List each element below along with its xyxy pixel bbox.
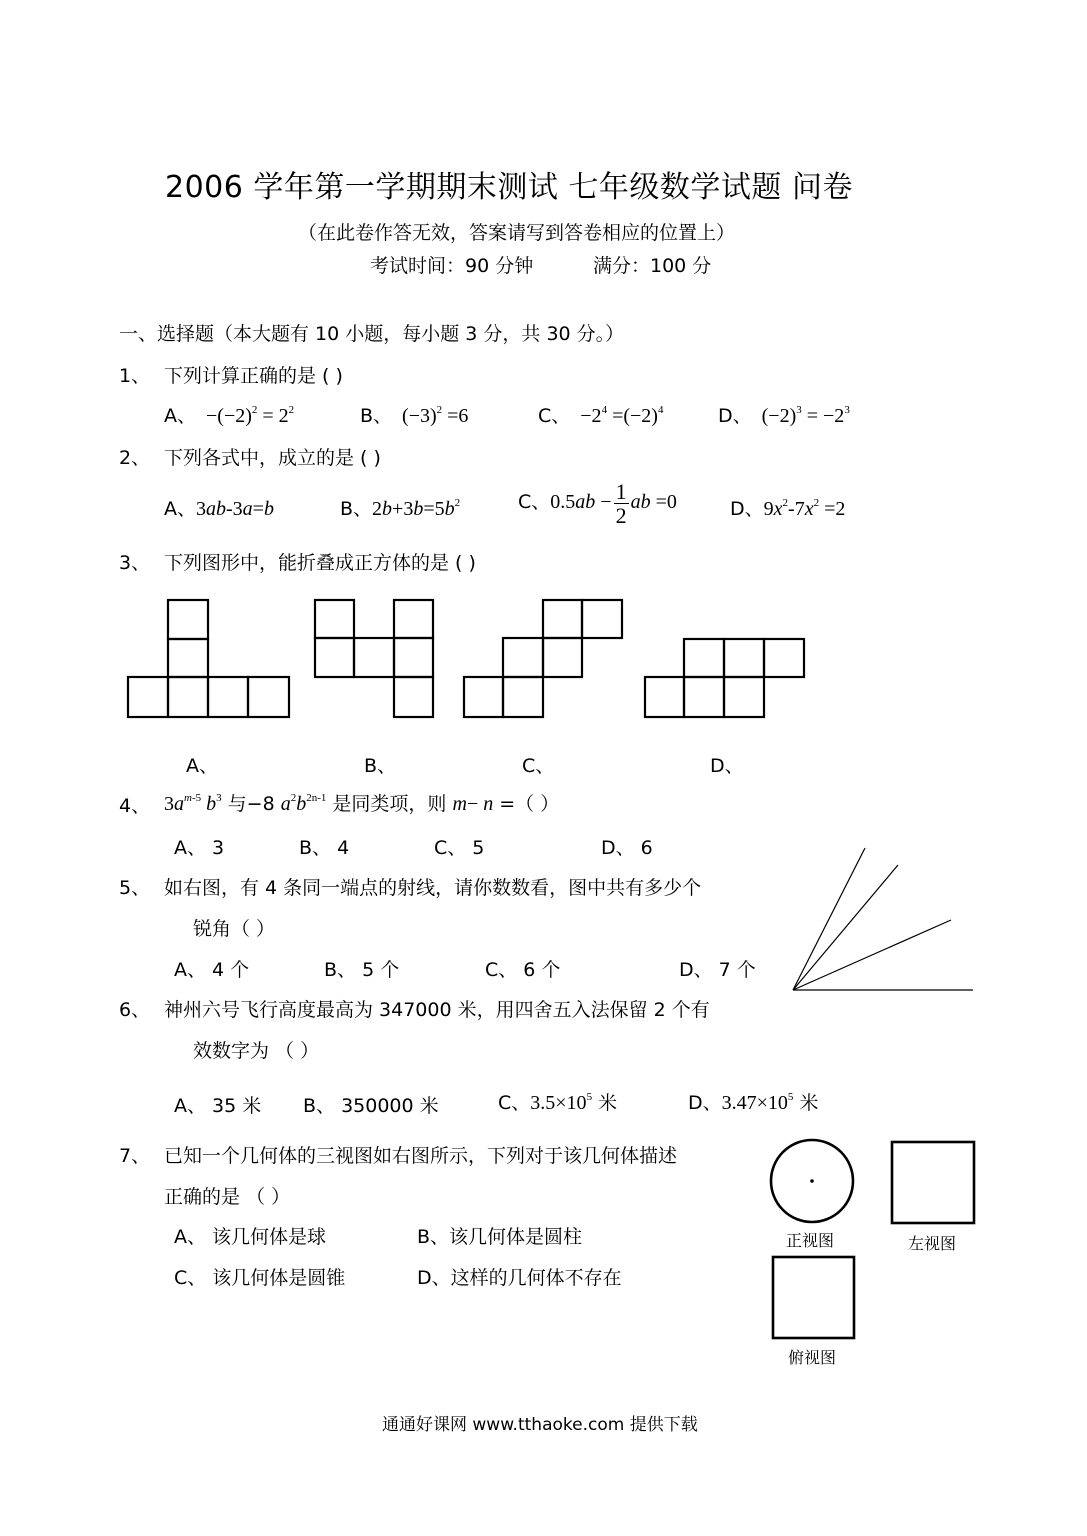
q1-stem: 下列计算正确的是 ( )	[164, 365, 343, 387]
q6-number: 6、	[119, 999, 151, 1021]
q4-option-b: B、 4	[299, 837, 350, 859]
q7-option-b: B、该几何体是圆柱	[417, 1226, 583, 1248]
q7-number: 7、	[119, 1145, 151, 1167]
q6-option-c: C、$3.5\times 10^5$ 米	[498, 1091, 618, 1114]
q7-option-a: A、 该几何体是球	[174, 1226, 327, 1248]
q1-number: 1、	[119, 365, 151, 387]
q7-option-c: C、 该几何体是圆锥	[174, 1267, 346, 1289]
cube-net-b	[315, 600, 433, 717]
exam-time: 考试时间：90 分钟	[370, 255, 534, 277]
section-heading: 一、选择题（本大题有 10 小题，每小题 3 分，共 30 分。）	[119, 323, 625, 345]
q1-option-b: B、 $(-3)^2 =6$	[360, 404, 469, 427]
q2-option-a: A、3ab-3a=b	[164, 498, 274, 520]
q6-stem-cont: 效数字为 （ ）	[193, 1040, 320, 1062]
q2-number: 2、	[119, 447, 151, 469]
q6-option-b: B、 350000 米	[303, 1095, 439, 1117]
q5-stem-cont: 锐角（ ）	[193, 918, 276, 940]
left-view-square	[892, 1142, 974, 1223]
q5-number: 5、	[119, 877, 151, 899]
q4-number: 4、	[119, 795, 151, 817]
q1-option-c: C、 $-2^4 =(-2)^4$	[538, 404, 664, 427]
q5-option-b: B、 5 个	[324, 959, 400, 981]
q3-stem: 下列图形中，能折叠成正方体的是 ( )	[164, 552, 476, 574]
top-view-caption: 俯视图	[788, 1348, 837, 1367]
q6-option-a: A、 35 米	[174, 1095, 262, 1117]
rays-figure	[793, 848, 973, 990]
q7-stem-cont: 正确的是 （ ）	[164, 1186, 291, 1208]
front-view-caption: 正视图	[786, 1231, 835, 1250]
q3-label-d: D、	[710, 755, 744, 777]
q7-option-d: D、这样的几何体不存在	[417, 1267, 622, 1289]
q1-option-d: D、 $(-2)^3 = -2^3$	[718, 404, 850, 427]
q4-option-c: C、 5	[434, 837, 485, 859]
q1-option-a: A、 $-(-2)^2 = 2^2$	[164, 404, 295, 427]
cube-net-c	[464, 600, 622, 717]
q6-stem: 神州六号飞行高度最高为 347000 米，用四舍五入法保留 2 个有	[164, 999, 710, 1021]
q5-stem: 如右图，有 4 条同一端点的射线，请你数数看，图中共有多少个	[164, 877, 702, 899]
q3-label-c: C、	[522, 755, 555, 777]
q4-option-a: A、 3	[174, 837, 225, 859]
q5-option-a: A、 4 个	[174, 959, 250, 981]
page-title: 2006 学年第一学期期末测试 七年级数学试题 问卷	[165, 170, 853, 205]
q7-stem: 已知一个几何体的三视图如右图所示，下列对于该几何体描述	[164, 1145, 678, 1167]
q3-number: 3、	[119, 552, 151, 574]
exam-note: （在此卷作答无效，答案请写到答卷相应的位置上）	[298, 222, 736, 244]
q2-stem: 下列各式中，成立的是 ( )	[164, 447, 381, 469]
q5-option-d: D、 7 个	[679, 959, 756, 981]
full-score: 满分：100 分	[593, 255, 712, 277]
q6-option-d: D、$3.47\times 10^5$ 米	[688, 1091, 819, 1114]
q2-option-d: D、$9x^2-7x^2 =2$	[730, 497, 846, 520]
top-view-square	[773, 1257, 854, 1338]
q2-option-c: C、0.5ab − $\frac{1}{2}$ ab =0	[518, 479, 677, 529]
cube-net-a	[128, 600, 289, 717]
q3-label-a: A、	[186, 755, 218, 777]
left-view-caption: 左视图	[908, 1234, 957, 1253]
q4-option-d: D、 6	[601, 837, 653, 859]
footer-credit: 通通好课网 www.tthaoke.com 提供下载	[382, 1415, 698, 1435]
cube-net-d	[645, 639, 804, 717]
front-view-center-dot	[810, 1179, 814, 1183]
q3-label-b: B、	[364, 755, 397, 777]
q2-option-b: B、$2b+3b=5b^2$	[340, 497, 461, 520]
q4-stem: $3a^{m-5}$ $b^3$ 与−8 $a^2b^{2n-1}$ 是同类项，则 m− n =（ ）	[164, 792, 560, 815]
q5-option-c: C、 6 个	[485, 959, 561, 981]
